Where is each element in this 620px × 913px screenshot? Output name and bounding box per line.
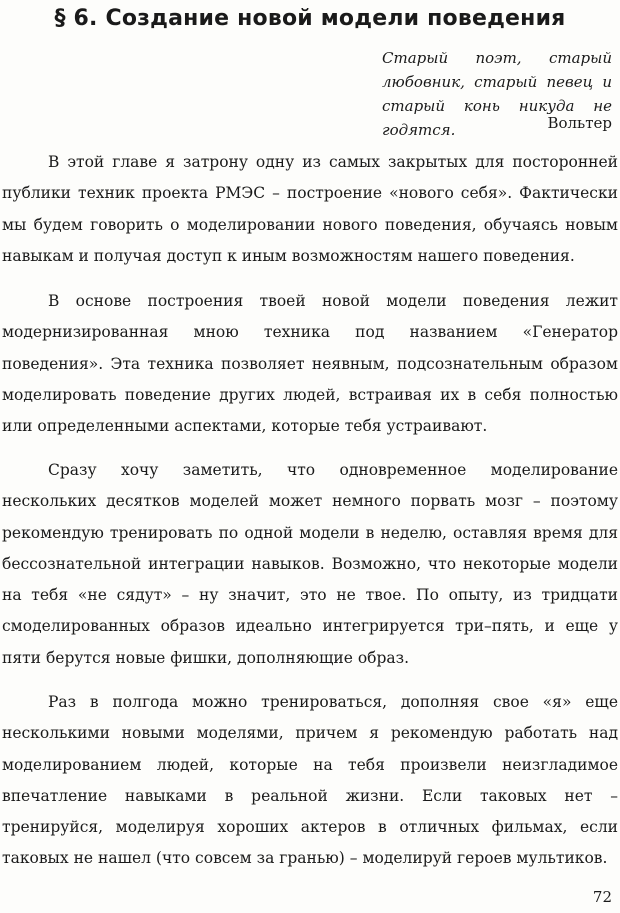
epigraph-quote: Старый поэт, старый любовник, старый певец и старый конь никуда не годятся. bbox=[382, 49, 612, 139]
body-paragraph: Сразу хочу заметить, что одновременное моделирование нескольких десятков моделей может немного порвать мозг – поэтому рекомендую тренировать по одной модели в неделю, оставляя время для бессознательной интеграции навыков. Возможно, что некоторые модели на тебя «не сядут» – ну значит, это не твое. По опыту, из тридцати смоделированных образов идеально интегрируется три–пять, и еще у пяти берутся новые фишки, дополняющие образ. bbox=[2, 461, 618, 667]
page-title: § 6. Создание новой модели поведения bbox=[54, 6, 566, 31]
body-paragraph: Раз в полгода можно тренироваться, дополняя свое «я» еще несколькими новыми моделями, причем я рекомендую работать над моделированием людей, которые на тебя произвели неизгладимое впечатление навыками в реальной жизни. Если таковых нет – тренируйся, моделируя хороших актеров в отличных фильмах, если таковых не нашел (что совсем за гранью) – моделируй героев мультиков. bbox=[2, 693, 618, 868]
page-number: 72 bbox=[592, 888, 612, 906]
epigraph-author: Вольтер bbox=[547, 114, 612, 132]
body-paragraph: В этой главе я затрону одну из самых закрытых для посторонней публики техник проекта РМЭС – построение «нового себя». Фактически мы будем говорить о моделировании нового поведения, обучаясь новым навыкам и получая доступ к иным возможностям нашего поведения. bbox=[2, 153, 618, 265]
body-paragraph: В основе построения твоей новой модели поведения лежит модернизированная мною техника под названием «Генератор поведения». Эта техника позволяет неявным, подсознательным образом моделировать поведение других людей, встраивая их в себя полностью или определенными аспектами, которые тебя устраивают. bbox=[2, 292, 618, 436]
